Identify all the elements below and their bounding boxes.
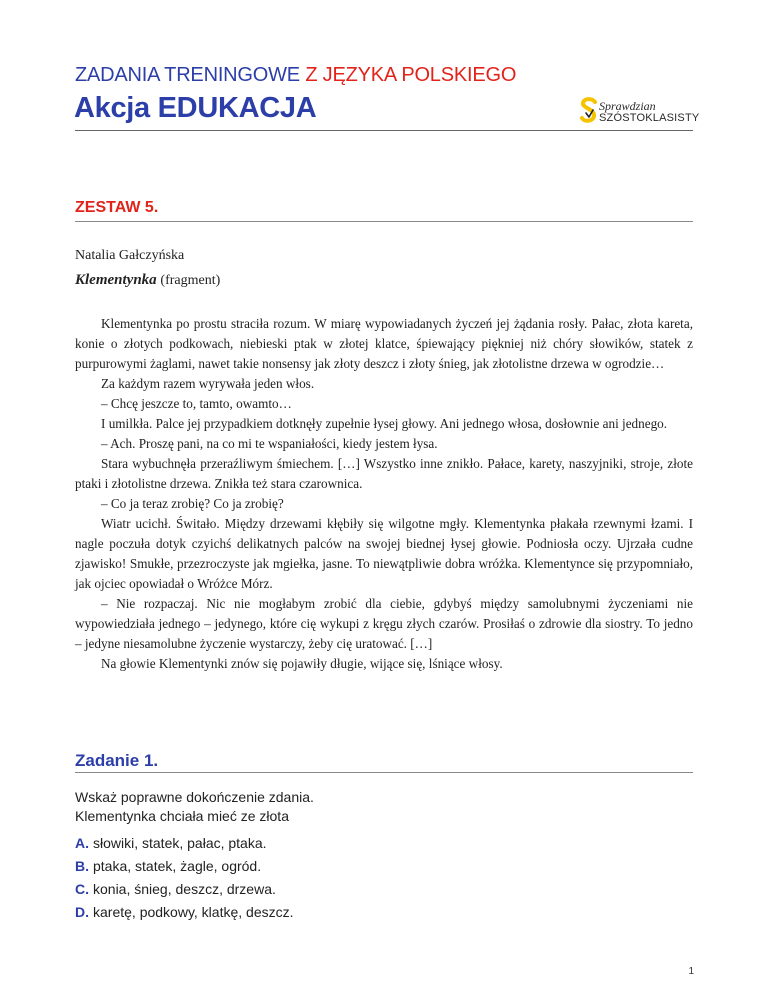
set-title: ZESTAW 5. — [75, 199, 159, 216]
header-divider — [75, 130, 693, 131]
option-text: słowiki, statek, pałac, ptaka. — [93, 835, 267, 851]
logo-line2: SZÓSTOKLASISTY — [599, 112, 700, 124]
header-subtitle-main: ZADANIA TRENINGOWE — [75, 64, 300, 86]
story-paragraph: Klementynka po prostu straciła rozum. W miarę wypowiadanych życzeń jej żądania rosły. Pałac, złota kareta, konie o złotych podkowach, niebieski ptak w złotej klatce, śpiewający piękniej niż chóry słowików, statek z purpurowymi żaglami, nawet takie nonsensy jak złoty deszcz i złoty śnieg, jak złotolistne drzewa w ogrodzie… — [75, 316, 693, 371]
option-text: konia, śnieg, deszcz, drzewa. — [93, 881, 276, 897]
answer-option-a[interactable] — [75, 832, 294, 855]
set-divider — [75, 221, 693, 222]
logo-line1: Sprawdzian — [599, 99, 656, 113]
answer-option-c[interactable] — [75, 878, 294, 901]
story-paragraph: – Co ja teraz zrobię? Co ja zrobię? — [101, 496, 284, 511]
answer-option-b[interactable] — [75, 855, 294, 878]
text-author: Natalia Gałczyńska — [75, 248, 185, 263]
story-paragraph: I umilkła. Palce jej przypadkiem dotknęły zupełnie łysej głowy. Ani jednego włosa, dosłownie ani jednego. — [101, 416, 668, 431]
header-title: Akcja EDUKACJA — [74, 92, 317, 124]
option-letter: A. — [75, 835, 89, 851]
sprawdzian-logo — [580, 97, 700, 129]
story-paragraph: – Chcę jeszcze to, tamto, owamto… — [101, 396, 292, 411]
story-paragraph: Stara wybuchnęła przeraźliwym śmiechem. […] Wszystko inne znikło. Pałace, karety, naszyjniki, stroje, złote ptaki i złotolistne drzewa. Znikła też stara czarownica. — [75, 456, 693, 491]
story-paragraph: Na głowie Klementynki znów się pojawiły długie, wijące się, lśniące włosy. — [101, 656, 503, 671]
option-letter: D. — [75, 904, 89, 920]
task-instruction-block — [75, 788, 314, 826]
option-letter: C. — [75, 881, 89, 897]
task-instruction: Wskaż poprawne dokończenie zdania. — [75, 789, 314, 805]
header-subtitle — [75, 64, 516, 87]
story-text — [75, 314, 693, 674]
header-subtitle-accent: Z JĘZYKA POLSKIEGO — [305, 64, 517, 86]
answer-option-d[interactable] — [75, 901, 294, 924]
task-stem: Klementynka chciała mieć ze złota — [75, 808, 289, 824]
s-mark-icon — [580, 97, 598, 129]
option-letter: B. — [75, 858, 89, 874]
option-text: karetę, podkowy, klatkę, deszcz. — [93, 904, 294, 920]
page-number: 1 — [688, 966, 694, 977]
story-paragraph: Za każdym razem wyrywała jeden włos. — [101, 376, 315, 391]
text-title-line — [75, 272, 220, 289]
answer-options — [75, 832, 294, 924]
option-text: ptaka, statek, żagle, ogród. — [93, 858, 262, 874]
task-title: Zadanie 1. — [75, 751, 159, 770]
story-paragraph: Wiatr ucichł. Świtało. Między drzewami kłębiły się wilgotne mgły. Klementynka płakała rzewnymi łzami. I nagle poczuła dotyk czyichś delikatnych palców na swojej biednej łysej głowie. Podniosła oczy. Ujrzała cudne zjawisko! Smukłe, przezroczyste jak mgiełka, jasne. To niewątpliwie dobra wróżka. Klementynce się przypomniało, jak ojciec opowiadał o Wróżce Mórz. — [75, 516, 693, 591]
story-paragraph: – Nie rozpaczaj. Nic nie mogłabym zrobić dla ciebie, gdybyś między samolubnymi życzeniami nie wypowiedziała jednego – jedynego, które cię wykupi z kręgu złych czarów. Prosiłaś o zdrowie dla siostry. To jedno – jedyne niesamolubne życzenie wystarczy, żeby cię uratować. […] — [75, 596, 693, 651]
text-title: Klementynka — [75, 272, 157, 288]
task-divider — [75, 772, 693, 773]
story-paragraph: – Ach. Proszę pani, na co mi te wspaniałości, kiedy jestem łysa. — [101, 436, 438, 451]
text-subtitle: (fragment) — [160, 273, 221, 288]
